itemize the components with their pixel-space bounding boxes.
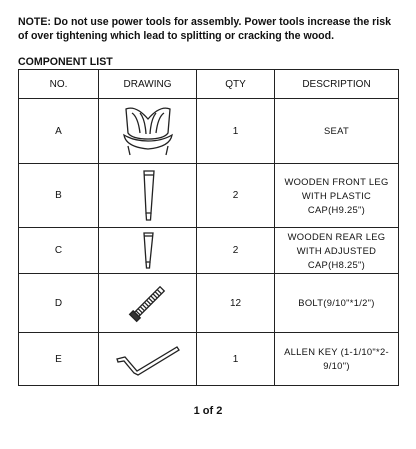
- header-drawing: DRAWING: [99, 70, 197, 99]
- row-drawing: [99, 99, 197, 164]
- row-qty: 1: [197, 99, 275, 164]
- table-header-row: [19, 70, 399, 99]
- header-description: DESCRIPTION: [275, 70, 399, 99]
- table-row: [19, 99, 399, 164]
- table-row: [19, 274, 399, 333]
- header-no: NO.: [19, 70, 99, 99]
- row-qty: 2: [197, 228, 275, 274]
- table-row: [19, 228, 399, 274]
- front-leg-icon: [136, 169, 160, 223]
- component-table: [18, 69, 399, 386]
- row-no: B: [19, 164, 99, 228]
- row-description: BOLT(9/10"*1/2"): [275, 274, 399, 333]
- page-indicator: 1 of 2: [193, 405, 223, 417]
- row-description: SEAT: [275, 99, 399, 164]
- row-no: A: [19, 99, 99, 164]
- row-description: WOODEN REAR LEG WITH ADJUSTED CAP(H8.25"): [275, 228, 399, 274]
- row-no: D: [19, 274, 99, 333]
- row-drawing: [99, 274, 197, 333]
- rear-leg-icon: [136, 231, 160, 271]
- row-description: ALLEN KEY (1-1/10"*2-9/10"): [275, 333, 399, 386]
- bolt-icon: [123, 279, 173, 327]
- row-drawing: [99, 164, 197, 228]
- cropped-header-fragment: [180, 0, 250, 2]
- allen-key-icon: [113, 339, 183, 379]
- table-row: [19, 333, 399, 386]
- seat-icon: [118, 103, 178, 159]
- row-qty: 2: [197, 164, 275, 228]
- row-drawing: [99, 333, 197, 386]
- table-row: [19, 164, 399, 228]
- row-no: E: [19, 333, 99, 386]
- row-no: C: [19, 228, 99, 274]
- row-description: WOODEN FRONT LEG WITH PLASTIC CAP(H9.25"): [275, 164, 399, 228]
- assembly-note: NOTE: Do not use power tools for assembly. Power tools increase the risk of over tightening which lead to splitting or cracking the wood.: [18, 16, 392, 42]
- row-drawing: [99, 228, 197, 274]
- row-qty: 1: [197, 333, 275, 386]
- row-qty: 12: [197, 274, 275, 333]
- header-qty: QTY: [197, 70, 275, 99]
- section-title: COMPONENT LIST: [18, 56, 113, 68]
